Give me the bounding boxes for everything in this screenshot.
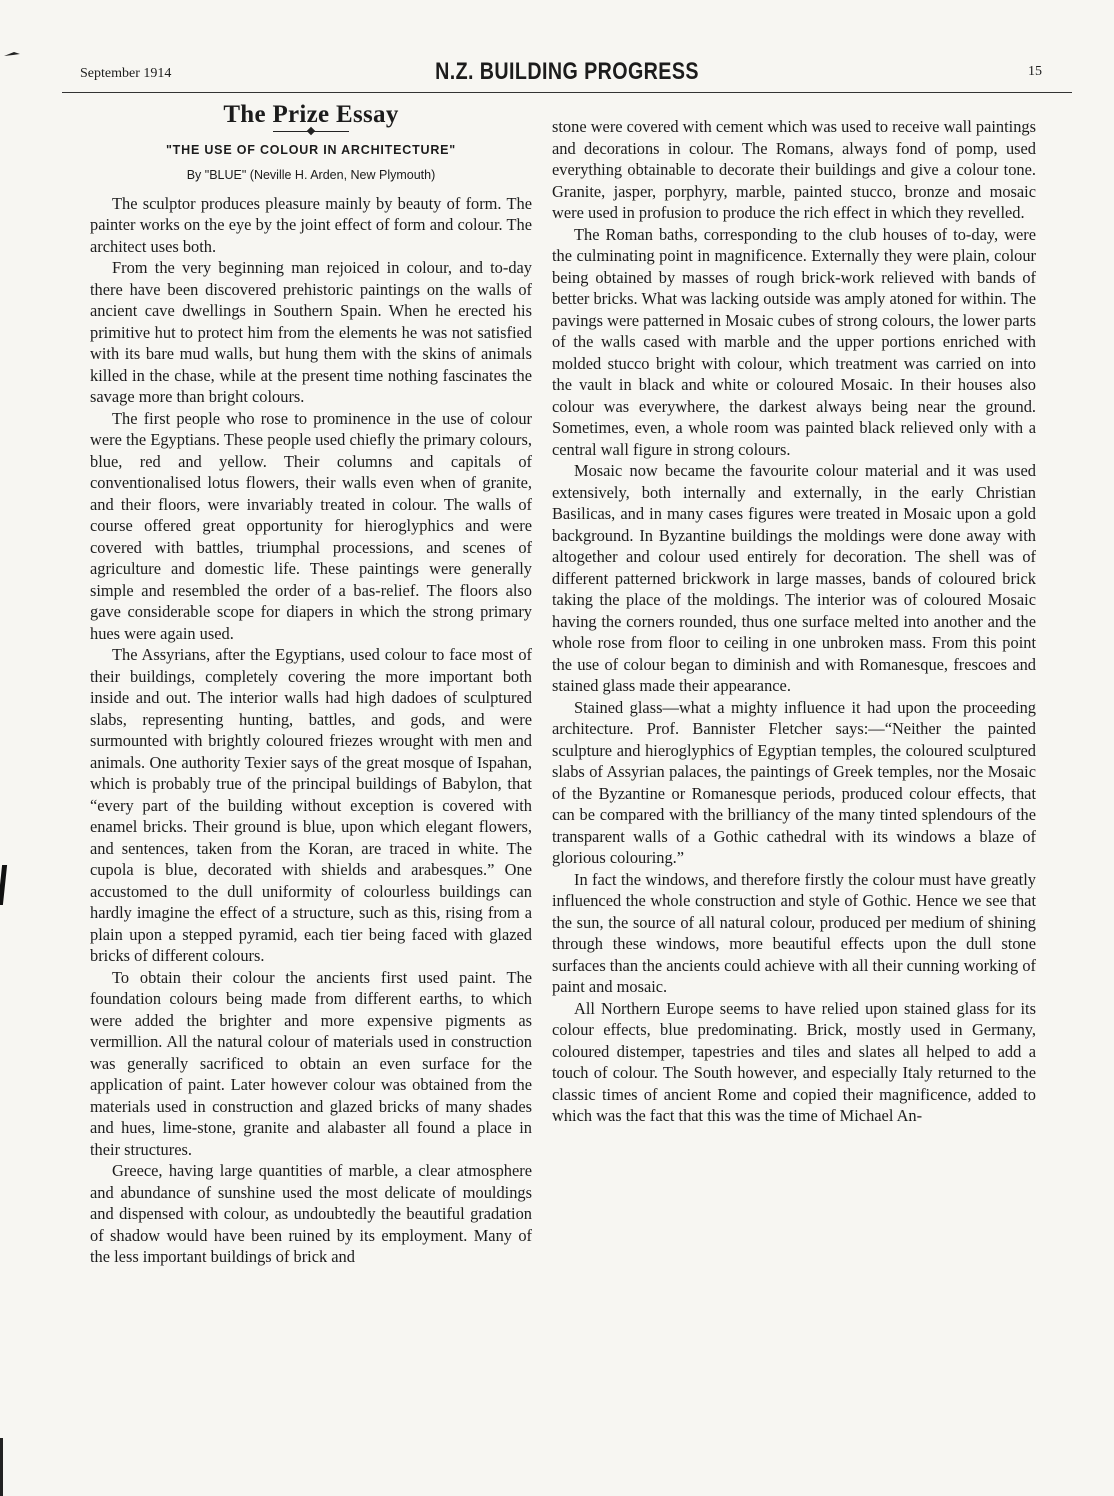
- paragraph: The sculptor produces pleasure mainly by beauty of form. The painter works on the eye by the joint effect of form and colour. The architect uses both.: [90, 193, 532, 256]
- essay-title: The Prize Essay: [223, 101, 399, 128]
- margin-ink-mark: [4, 50, 20, 58]
- essay-subtitle: "THE USE OF COLOUR IN ARCHITECTURE": [165, 142, 457, 157]
- page-number: 15: [1028, 64, 1042, 79]
- issue-date: September 1914: [80, 66, 172, 81]
- paragraph: The Assyrians, after the Egyptians, used colour to face most of their buildings, completely covering the more important both inside and out. The interior walls had high dadoes of sculptured slabs, representing hunting, battles, and gods, and were surmounted with brightly coloured friezes wrought with men and animals. One authority Texier says of the great mosque of Ispahan, which is probably true of the principal buildings of Babylon, that “every part of the building without exception is covered with enamel bricks. Their ground is blue, upon which elegant flowers, and sentences, taken from the Koran, are traced in white. The cupola is blue, decorated with shields and arabesques.” One accustomed to the dull uniformity of colourless buildings can hardly imagine the effect of a structure, such as this, rising from a plain upon a stepped pyramid, each tier being faced with glazed bricks of different colours.: [90, 645, 532, 965]
- ornament-divider: [273, 128, 349, 134]
- paragraph: To obtain their colour the ancients first used paint. The foundation colours being made from different earths, to which were added the brighter and more expensive pigments as vermillion. All the natural colour of materials used in construction was generally sacrificed to obtain an even surface for the application of paint. Later however colour was obtained from the materials used in construction and glazed bricks of many shades and hues, lime-stone, granite and alabaster all found a place in their structures.: [90, 967, 532, 1159]
- paragraph: In fact the windows, and therefore firstly the colour must have greatly influenced the whole construction and style of Gothic. Hence we see that the sun, the source of all natural colour, produced per medium of shining through these windows, more beautiful effects upon the dull stone surfaces than the ancients could achieve with all their cunning working of paint and mosaic.: [552, 869, 1036, 996]
- page-header: [62, 58, 1072, 93]
- left-column: [90, 101, 532, 1268]
- paragraph: Greece, having large quantities of marble, a clear atmosphere and abundance of sunshine used the most delicate of mouldings and dispensed with colour, as undoubtedly the beautiful gradation of shadow would have been ruined by its employment. Many of the less important buildings of brick and: [90, 1161, 532, 1266]
- paragraph: Stained glass—what a mighty influence it had upon the proceeding architecture. Prof. Bannister Fletcher says:—“Neither the painted sculpture and hieroglyphics of Egyptian temples, the coloured sculptured slabs of Assyrian palaces, the paintings of Greek temples, nor the Mosaic of the Byzantine or Romanesque periods, produced colour effects, that can be compared with the brilliancy of the many tinted splendours of the transparent walls of a Gothic cathedral with its windows a blaze of glorious colouring.”: [552, 697, 1036, 867]
- publication-title: N.Z. BUILDING PROGRESS: [435, 58, 699, 85]
- paragraph: From the very beginning man rejoiced in colour, and to-day there have been discovered prehistoric paintings on the walls of ancient cave dwellings in Southern Spain. When he erected his primitive hut to protect him from the elements he was not satisfied with its bare mud walls, but hung them with the skins of animals killed in the chase, while at the present time nothing fascinates the savage more than bright colours.: [90, 258, 532, 406]
- right-column: [552, 116, 1036, 1127]
- margin-ink-mark: [0, 865, 7, 905]
- margin-ink-mark: [0, 1438, 3, 1496]
- paragraph: Mosaic now became the favourite colour material and it was used extensively, both internally and externally, in the early Christian Basilicas, and in many cases figures were treated in Mosaic upon a gold background. In Byzantine buildings the moldings were done away with altogether and colour used entirely for decoration. The shell was of different patterned brickwork in large masses, bands of coloured brick taking the place of the moldings. The interior was of coloured Mosaic having the corners rounded, thus one surface melted into another and the whole rose from floor to ceiling in one unbroken mass. From this point the use of colour began to diminish and with Romanesque, frescoes and stained glass made their appearance.: [552, 461, 1036, 695]
- paragraph: The Roman baths, corresponding to the club houses of to-day, were the culminating point in magnificence. Externally they were plain, colour being obtained by masses of rough brick-work relieved with bands of better bricks. What was lacking outside was amply atoned for within. The pavings were patterned in Mosaic cubes of strong colours, the lower parts of the walls cased with marble and the upper portions enriched with molded stucco bright with colour, which treatment was carried on into the vault in black and white or coloured Mosaic. In their houses also colour was everywhere, the darkest always being near the ground. Sometimes, even, a whole room was painted black relieved only with a central wall figure in strong colours.: [552, 224, 1036, 459]
- paragraph: All Northern Europe seems to have relied upon stained glass for its colour effects, blue predominating. Brick, mostly used in Germany, coloured distemper, tapestries and tiles and slates all helped to add a touch of colour. The South however, and especially Italy returned to the classic times of ancient Rome and copied their magnificence, added to which was the fact that this was the time of Michael An-: [552, 998, 1036, 1125]
- paragraph: stone were covered with cement which was used to receive wall paintings and decorations in colour. The Romans, always fond of pomp, used everything obtainable to decorate their buildings and give a colour tone. Granite, jasper, porphyry, marble, painted stucco, bronze and mosaic were used in profusion to produce the rich effect in which they revelled.: [552, 117, 1036, 222]
- paragraph: The first people who rose to prominence in the use of colour were the Egyptians. These people used chiefly the primary colours, blue, red and yellow. Their columns and capitals of conventionalised lotus flowers, their walls even when of granite, and their floors, were invariably treated in colour. The walls of course offered great opportunity for hieroglyphics and were covered with battles, triumphal processions, and scenes of agriculture and domestic life. These paintings were generally simple and resembled the order of a bas-relief. The floors also gave considerable scope for diapers in which the strong primary hues were again used.: [90, 408, 532, 643]
- essay-byline: By "BLUE" (Neville H. Arden, New Plymouth): [186, 168, 436, 182]
